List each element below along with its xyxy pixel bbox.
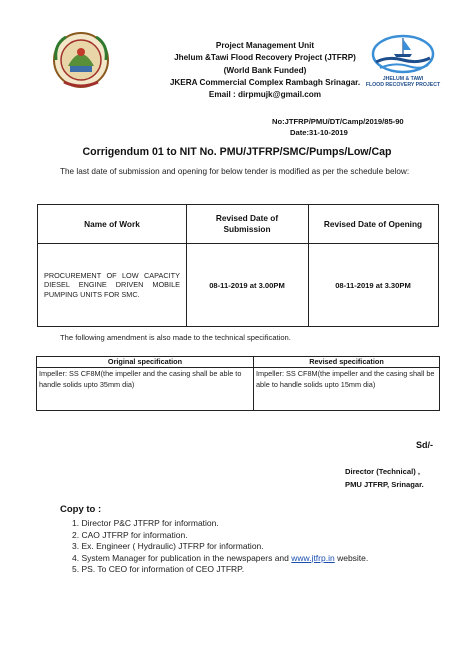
document-title: Corrigendum 01 to NIT No. PMU/JTFRP/SMC/Pumps/Low/Cap [82,146,392,158]
list-item: 5. PS. To CEO for information of CEO JTFRP. [72,564,245,574]
website-link[interactable]: www.jtfrp.in [291,552,335,563]
copy-to-list [72,518,368,576]
list-item [72,553,368,565]
copy-to-heading: Copy to : [60,504,102,515]
revised-spec-column [254,357,439,410]
list-item-suffix: website. [334,552,369,563]
list-item: 3. Ex. Engineer ( Hydraulic) JTFRP for information. [72,541,264,551]
opening-date: 08-11-2019 at 3.30PM [335,280,411,290]
project-logo [364,28,442,98]
signatory-block [345,466,424,491]
table-divider [186,205,187,326]
reference-date: Date:31-10-2019 [290,128,348,137]
original-spec-column [37,357,253,410]
header-org-unit: Project Management Unit [215,41,315,50]
submission-date: 08-11-2019 at 3.00PM [209,280,285,290]
amendment-note: The following amendment is also made to the technical specification. [60,333,291,342]
intro-paragraph: The last date of submission and opening for below tender is modified as per the schedule below: [60,167,410,176]
signatory-office: PMU JTFRP, Srinagar. [345,479,424,489]
header-revised-opening: Revised Date of Opening [323,218,423,229]
logo-text-line1: JHELUM & TAWI [382,76,424,82]
table-divider [253,357,254,410]
reference-number: No:JTFRP/PMU/DT/Camp/2019/85-90 [272,117,404,126]
table-divider [37,367,439,368]
revised-spec-text: Impeller: SS CF8M(the impeller and the casing shall be able to handle solids upto 15mm dia) [256,369,435,389]
original-spec-text: Impeller: SS CF8M(the impeller and the casing shall be able to handle solids upto 35mm dia) [39,369,242,389]
table-divider [308,205,309,326]
tender-schedule-table [37,204,439,327]
specification-table [36,356,440,411]
revised-spec-header: Revised specification [309,357,384,366]
list-item: 1. Director P&C JTFRP for information. [72,518,219,528]
signature-mark: Sd/- [416,440,433,450]
table-header-row [38,205,438,243]
work-description: PROCUREMENT OF LOW CAPACITY DIESEL ENGINE DRIVEN MOBILE PUMPING UNITS FOR SMC. [44,270,180,299]
header-address: JKERA Commercial Complex Rambagh Srinagar. [169,77,361,87]
header-project-name: Jhelum &Tawi Flood Recovery Project (JTFRP) [174,53,356,63]
reference-block [272,116,404,138]
original-spec-header: Original specification [107,357,183,366]
list-item-text: 4. System Manager for publication in the newspapers and [72,552,292,563]
header-name-of-work: Name of Work [84,218,140,229]
flood-recovery-logo-icon [364,28,442,76]
signatory-title: Director (Technical) , [345,467,420,476]
logo-text-line2: FLOOD RECOVERY PROJECT [365,82,441,89]
table-row [38,244,438,326]
state-emblem-icon [50,30,112,90]
header-funding: (World Bank Funded) [223,65,307,75]
header-revised-submission: Revised Date of Submission [215,213,279,234]
header-email: Email : dirpmujk@gmail.com [208,90,322,100]
list-item: 2. CAO JTFRP for information. [72,529,188,540]
